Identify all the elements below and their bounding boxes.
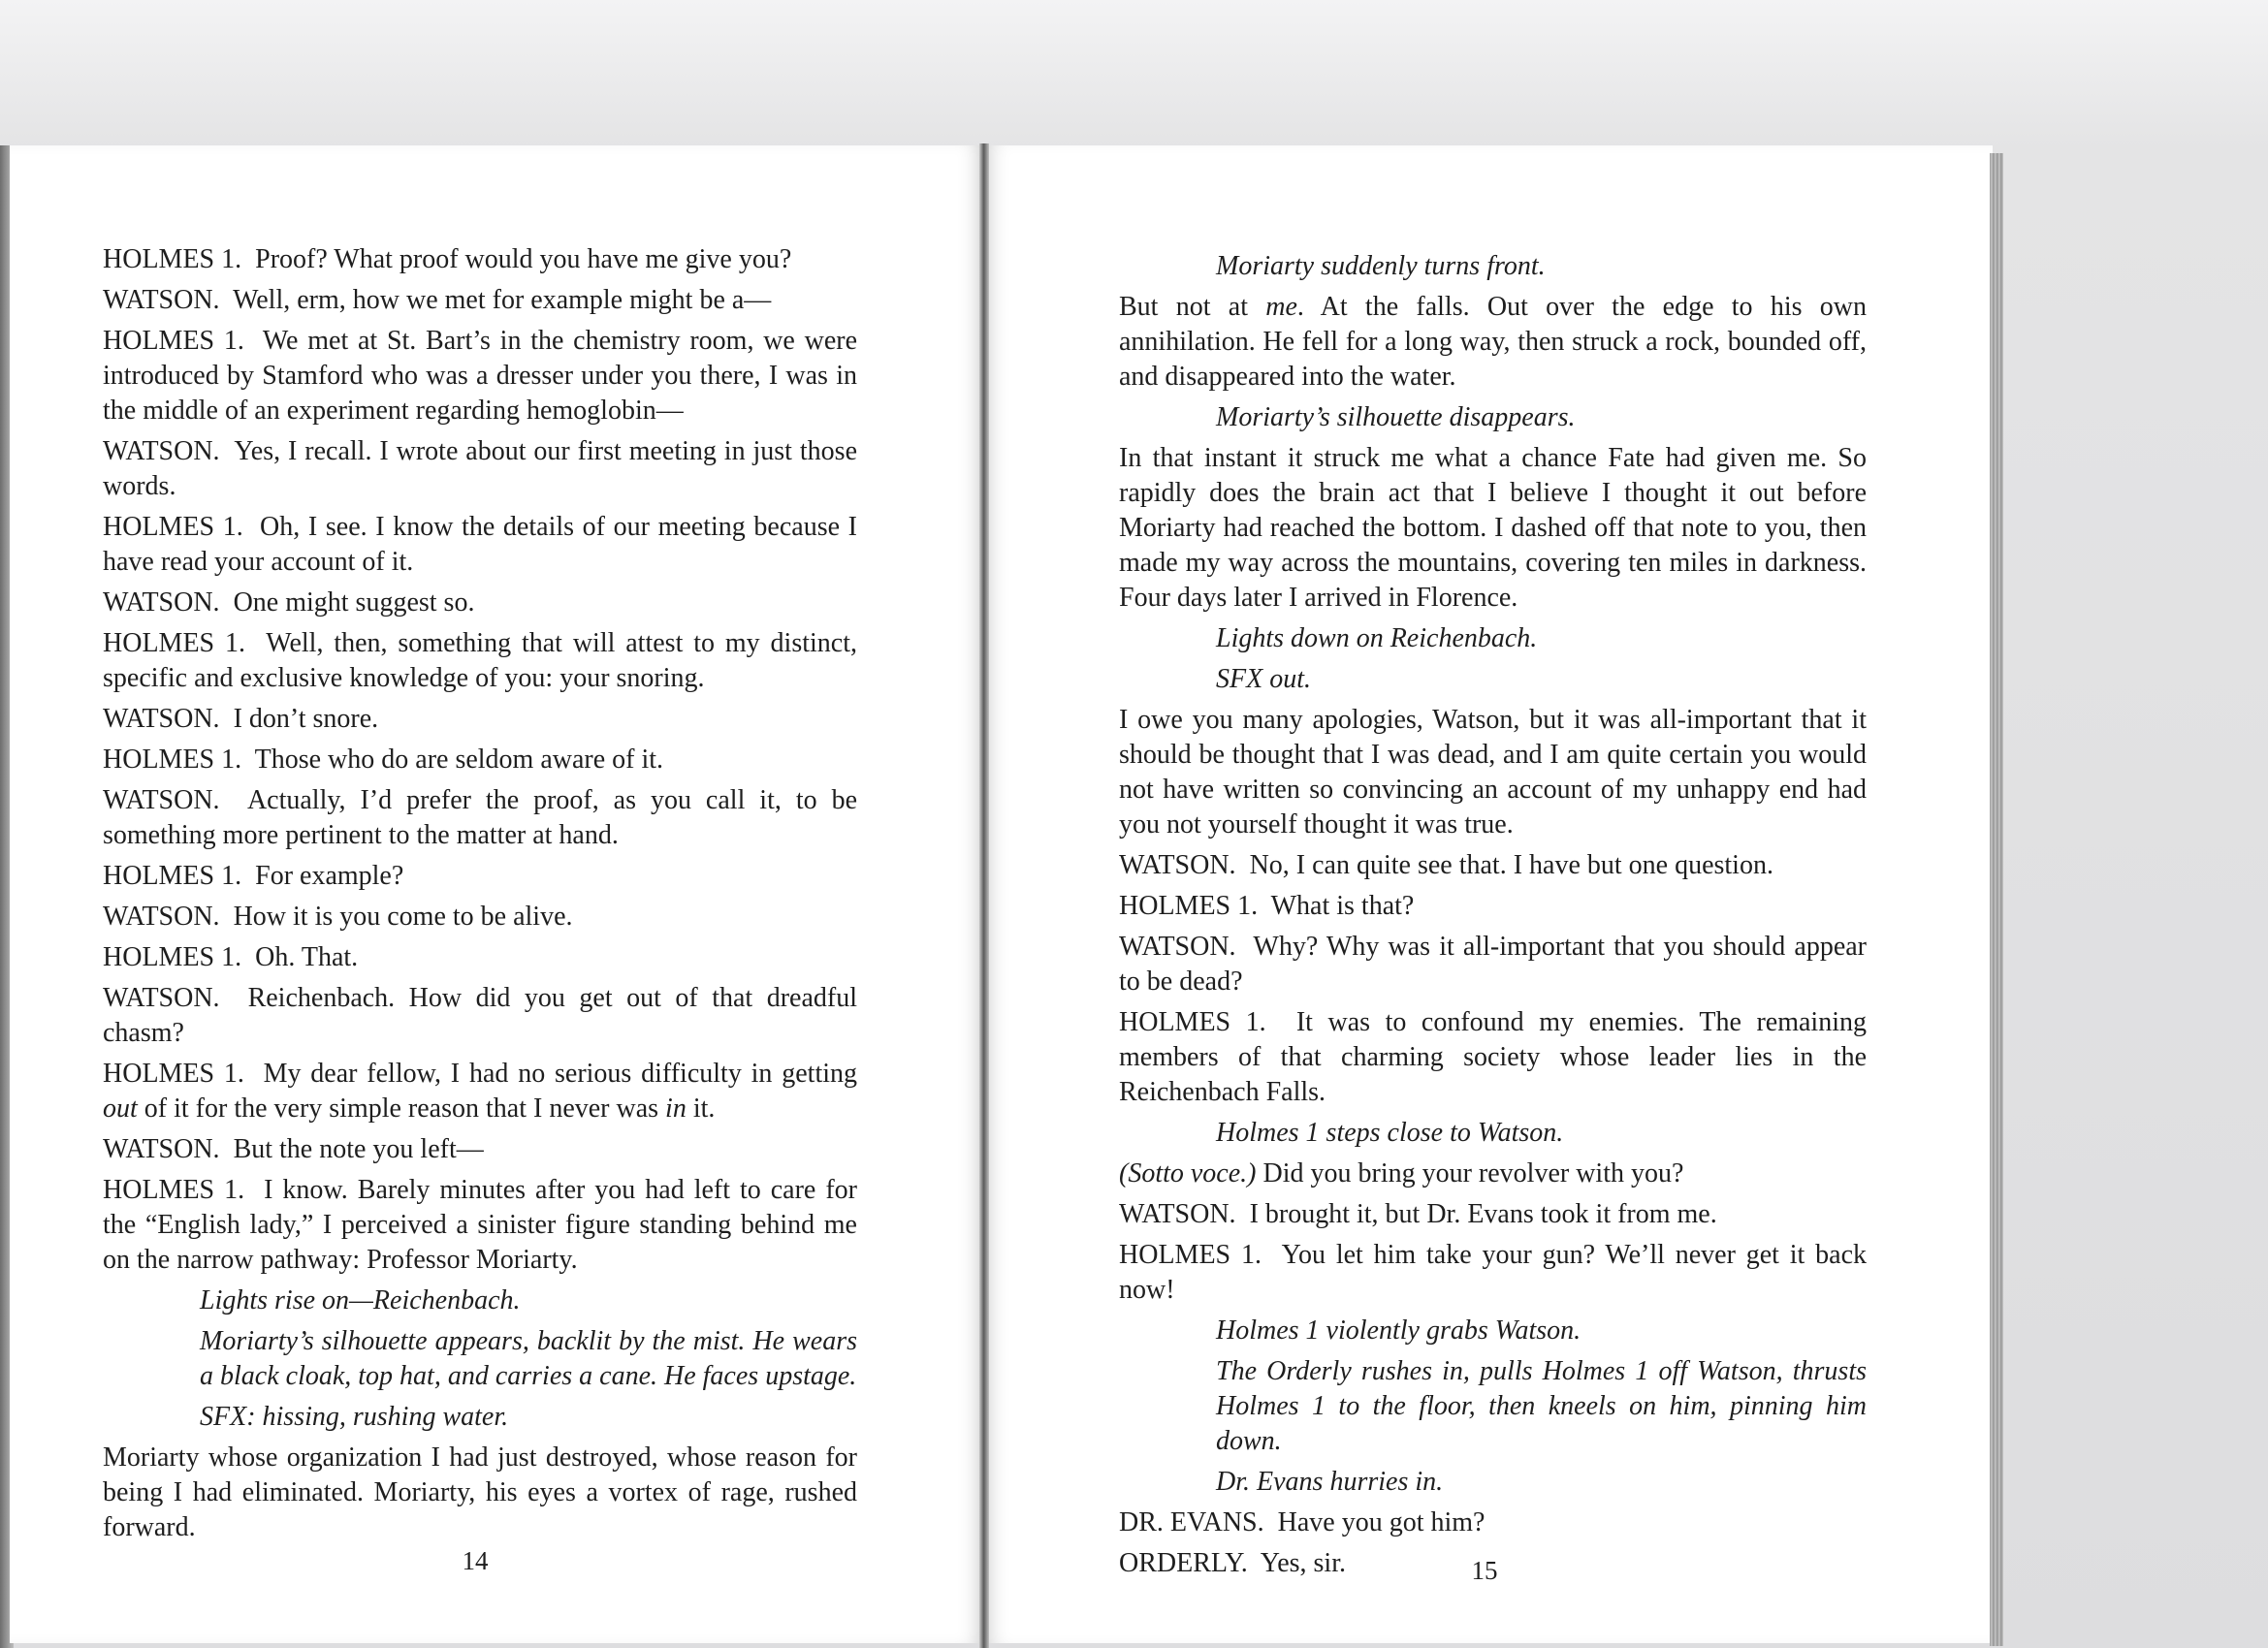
dialogue-text: I know. Barely minutes after you had left to care for the “English lady,” I perceived a sinister figure standing behind me on the narrow pathway: Professor Moriarty. — [103, 1175, 857, 1275]
speaker-name: HOLMES 1. — [103, 244, 242, 274]
script-line — [1119, 1238, 1867, 1308]
speaker-name: DR. EVANS. — [1119, 1507, 1264, 1537]
dialogue-text: it. — [686, 1093, 716, 1124]
speaker-name: HOLMES 1. — [103, 745, 242, 775]
page-number: 14 — [462, 1546, 489, 1575]
right-page-text — [1119, 249, 1867, 1587]
dialogue-text: No, I can quite see that. I have but one question. — [1249, 850, 1773, 880]
script-line — [103, 743, 857, 777]
speaker-name: WATSON. — [103, 902, 220, 932]
dialogue-text: Oh. That. — [255, 942, 359, 972]
script-line — [103, 940, 857, 975]
stage-direction: SFX: hissing, rushing water. — [200, 1402, 509, 1432]
dialogue-text: My dear fellow, I had no serious difficulty in getting — [263, 1059, 857, 1089]
prose-paragraph — [1119, 290, 1867, 395]
speaker-name: HOLMES 1. — [103, 326, 244, 356]
speaker-name: HOLMES 1. — [1119, 891, 1259, 921]
right-page — [984, 145, 1993, 1643]
left-page — [10, 145, 984, 1643]
speaker-name: HOLMES 1. — [103, 942, 242, 972]
stage-direction: Lights down on Reichenbach. — [1216, 623, 1538, 653]
dialogue-text: How it is you come to be alive. — [233, 902, 573, 932]
dialogue-text: Well, erm, how we met for example might be a— — [233, 285, 772, 315]
script-line — [1119, 848, 1867, 883]
speaker-name: HOLMES 1. — [103, 628, 245, 658]
dialogue-text: But the note you left— — [233, 1134, 484, 1164]
dialogue-text: Well, then, something that will attest to my distinct, specific and exclusive knowledge of you: your snoring. — [103, 628, 857, 693]
dialogue-text: We met at St. Bart’s in the chemistry room, we were introduced by Stamford who was a dresser under you there, I was in the middle of an experiment regarding hemoglobin— — [103, 326, 857, 426]
script-line — [1119, 1157, 1867, 1191]
prose-text: . At the falls. Out over the edge to his own annihilation. He fell for a long way, then struck a rock, bounded off, and disappeared into the water. — [1119, 292, 1867, 392]
speaker-name: HOLMES 1. — [1119, 1240, 1262, 1270]
prose-paragraph: I owe you many apologies, Watson, but it was all-important that it should be thought that I was dead, and I am quite certain you would not have written so convincing an account of my unhappy end had you not yourself thought it was true. — [1119, 705, 1867, 840]
speaker-name: WATSON. — [103, 436, 220, 466]
script-line — [103, 859, 857, 894]
dialogue-text: What is that? — [1270, 891, 1415, 921]
speaker-name: WATSON. — [103, 704, 220, 734]
script-line — [103, 1173, 857, 1278]
speaker-name: WATSON. — [1119, 1199, 1236, 1229]
page-number: 15 — [1471, 1556, 1498, 1585]
speaker-name: WATSON. — [103, 785, 220, 815]
dialogue-text: I don’t snore. — [233, 704, 379, 734]
dialogue-text: It was to confound my enemies. The remaining members of that charming society whose leader lies in the Reichenbach Falls. — [1119, 1007, 1867, 1107]
script-line — [103, 434, 857, 504]
stage-direction: Dr. Evans hurries in. — [1216, 1467, 1444, 1497]
script-line — [1119, 889, 1867, 924]
script-line — [103, 510, 857, 580]
dialogue-text: Oh, I see. I know the details of our meeting because I have read your account of it. — [103, 512, 857, 577]
stage-direction: Holmes 1 violently grabs Watson. — [1216, 1315, 1581, 1346]
dialogue-text: Did you bring your revolver with you? — [1262, 1158, 1684, 1188]
stage-direction: The Orderly rushes in, pulls Holmes 1 off Watson, thrusts Holmes 1 to the floor, then kneels on him, pinning him down. — [1216, 1356, 1867, 1456]
stage-direction: Holmes 1 steps close to Watson. — [1216, 1118, 1564, 1148]
dialogue-text: of it for the very simple reason that I never was — [137, 1093, 666, 1124]
speaker-name: HOLMES 1. — [1119, 1007, 1266, 1037]
speaker-name: WATSON. — [103, 587, 220, 618]
stage-direction: SFX out. — [1216, 664, 1311, 694]
prose-text: But not at — [1119, 292, 1266, 322]
stage-direction: Lights rise on—Reichenbach. — [200, 1285, 521, 1315]
page-stack-edge — [1990, 153, 2003, 1646]
speaker-name: HOLMES 1. — [103, 1059, 244, 1089]
speaker-name: HOLMES 1. — [103, 861, 242, 891]
dialogue-text: Have you got him? — [1277, 1507, 1485, 1537]
dialogue-text: Why? Why was it all-important that you should appear to be dead? — [1119, 932, 1867, 997]
script-line — [103, 981, 857, 1051]
script-line — [103, 783, 857, 853]
speaker-name: WATSON. — [103, 983, 220, 1013]
script-line — [103, 702, 857, 737]
script-line — [103, 1132, 857, 1167]
prose-paragraph: In that instant it struck me what a chance Fate had given me. So rapidly does the brain act that I believe I thought it out before Moriarty had reached the bottom. I dashed off that note to you, then made my way across the mountains, covering ten miles in darkness. Four days later I arrived in Florence. — [1119, 443, 1867, 613]
speaker-name: HOLMES 1. — [103, 512, 243, 542]
left-page-text — [103, 242, 857, 1551]
dialogue-text: Actually, I’d prefer the proof, as you call it, to be something more pertinent to the matter at hand. — [103, 785, 857, 850]
speaker-name: WATSON. — [1119, 850, 1236, 880]
speaker-name: WATSON. — [103, 285, 220, 315]
speaker-name: ORDERLY. — [1119, 1548, 1248, 1578]
speaker-name: WATSON. — [1119, 932, 1236, 962]
dialogue-text: One might suggest so. — [233, 587, 475, 618]
speaker-name: HOLMES 1. — [103, 1175, 245, 1205]
script-line — [103, 626, 857, 696]
script-line — [1119, 1505, 1867, 1540]
dialogue-text: I brought it, but Dr. Evans took it from me. — [1249, 1199, 1717, 1229]
script-line — [103, 900, 857, 935]
script-line — [103, 586, 857, 620]
script-line — [103, 283, 857, 318]
emphasis-text: out — [103, 1093, 138, 1124]
dialogue-text: Proof? What proof would you have me give you? — [255, 244, 792, 274]
stage-direction: Moriarty’s silhouette disappears. — [1216, 402, 1576, 432]
script-line — [103, 242, 857, 277]
script-line — [1119, 1197, 1867, 1232]
speaker-name: WATSON. — [103, 1134, 220, 1164]
script-line — [103, 324, 857, 428]
stage-direction: Moriarty’s silhouette appears, backlit by the mist. He wears a black cloak, top hat, and carries a cane. He faces upstage. — [200, 1326, 857, 1391]
dialogue-text: For example? — [255, 861, 404, 891]
stage-direction: Moriarty suddenly turns front. — [1216, 251, 1546, 281]
dialogue-text: Yes, I recall. I wrote about our first meeting in just those words. — [103, 436, 857, 501]
aside-direction: (Sotto voce.) — [1119, 1158, 1257, 1188]
emphasis-text: in — [665, 1093, 687, 1124]
dialogue-text: Yes, sir. — [1260, 1548, 1346, 1578]
script-line — [1119, 930, 1867, 999]
book-spine-gutter — [979, 143, 989, 1648]
emphasis-text: me — [1265, 292, 1297, 322]
dialogue-text: You let him take your gun? We’ll never get it back now! — [1119, 1240, 1867, 1305]
dialogue-text: Reichenbach. How did you get out of that dreadful chasm? — [103, 983, 857, 1048]
dialogue-text: Those who do are seldom aware of it. — [254, 745, 664, 775]
script-line — [103, 1057, 857, 1126]
prose-paragraph: Moriarty whose organization I had just destroyed, whose reason for being I had eliminated. Moriarty, his eyes a vortex of rage, rushed forward. — [103, 1442, 857, 1542]
script-line — [1119, 1005, 1867, 1110]
